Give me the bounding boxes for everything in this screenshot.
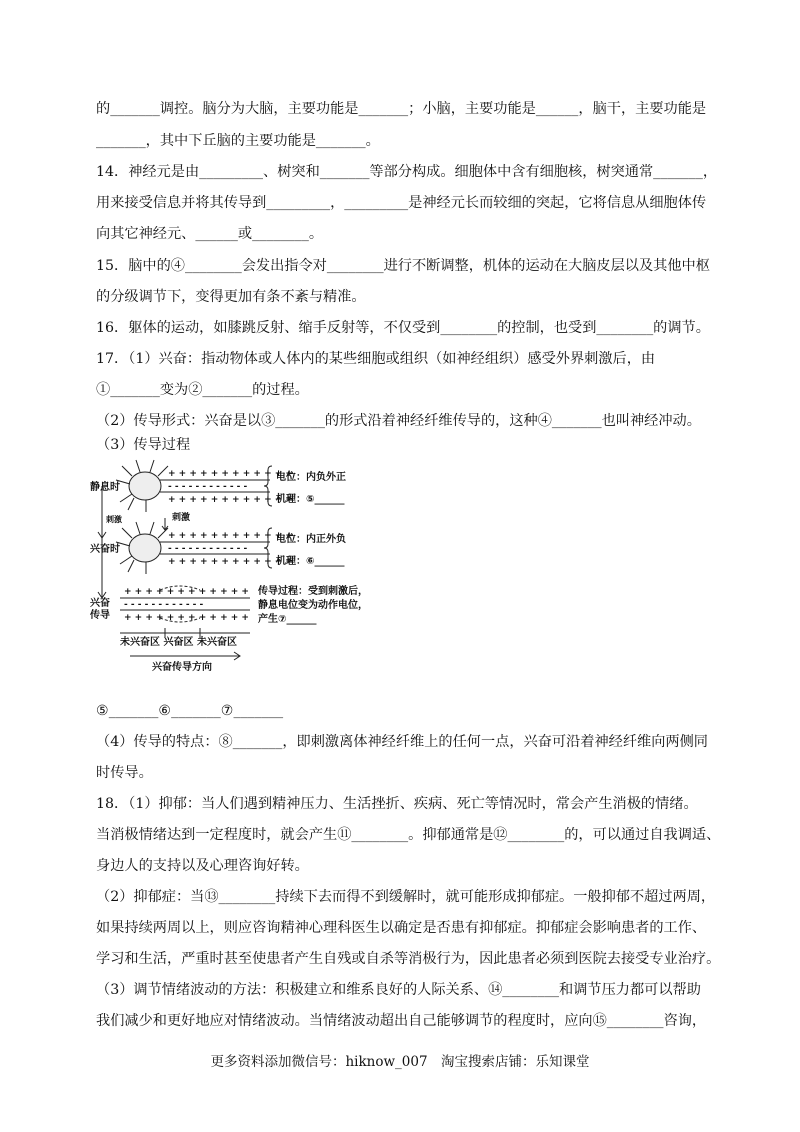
- label-zones: 未兴奋区 兴奋区 未兴奋区: [120, 637, 237, 648]
- label-potential-excite: 电位：内正外负: [276, 534, 346, 545]
- label-process-3: 产生⑦______: [258, 614, 317, 625]
- text-line: 向其它神经元、______或________。: [96, 226, 324, 242]
- label-mechanism-rest: 机理：⑤______: [276, 494, 345, 505]
- label-resting: 静息时: [90, 482, 120, 493]
- plus-row: + + + + + + + + + + + +: [168, 495, 293, 505]
- text-line: （3）调节情绪波动的方法：积极建立和维系良好的人际关系、⑭________和调节压力都可以帮助: [96, 982, 701, 998]
- text-line: 17．（1）兴奋：指动物体或人体内的某些细胞或组织（如神经组织）感受外界刺激后，由: [96, 351, 656, 367]
- text-line: 的_______调控。脑分为大脑，主要功能是_______；小脑，主要功能是______，脑干，主要功能是: [96, 101, 707, 117]
- text-line: 时传导。: [96, 765, 153, 781]
- text-line: （2）抑郁症：当⑬________持续下去而得不到缓解时，就可能形成抑郁症。一般抑郁不超过两周，: [96, 889, 716, 905]
- text-line: 当消极情绪达到一定程度时，就会产生⑪________。抑郁通常是⑫________的，可以通过自我调适、: [96, 827, 721, 843]
- label-process-2: 静息电位变为动作电位，: [258, 600, 368, 611]
- plus-row: + + + + + + + + + + + +: [168, 469, 293, 479]
- label-stimulus-arrow: 刺激: [106, 515, 122, 524]
- label-mechanism-excite: 机理：⑥______: [276, 556, 345, 567]
- plus-row: + + + + + + + + + + + +: [168, 531, 293, 541]
- nerve-conduction-diagram: [90, 458, 380, 673]
- text-line: （2）传导形式：兴奋是以③_______的形式沿着神经纤维传导的，这种④_______也叫神经冲动。: [96, 413, 701, 429]
- page-footer: 更多资料添加微信号：hiknow_007 淘宝搜索店铺：乐知课堂: [210, 1054, 590, 1070]
- text-line: 16．躯体的运动，如膝跳反射、缩手反射等，不仅受到________的控制，也受到________的调节。: [96, 320, 710, 336]
- label-process-1: 传导过程：受到刺激后，: [258, 586, 368, 597]
- minus-row: - - - - - - - - - - - -: [168, 482, 248, 492]
- minus-row: - - - - - - - - - - - -: [124, 600, 204, 610]
- text-line: 用来接受信息并将其传导到_________，_________是神经元长而较细的突起，它将信息从细胞体传: [96, 195, 707, 211]
- nerve-diagram-svg: [90, 458, 380, 673]
- plus-row: + + + + + + + + + + + +: [124, 587, 249, 597]
- label-excited: 兴奋时: [90, 544, 120, 555]
- label-conduct-1: 兴奋: [90, 598, 110, 609]
- label-potential-rest: 电位：内负外正: [276, 472, 346, 483]
- plus-row: + + + + + + + + + + + +: [124, 613, 249, 623]
- text-line: ⑤_______⑥_______⑦_______: [96, 703, 284, 719]
- text-line: 身边人的支持以及心理咨询好转。: [96, 858, 309, 874]
- text-line: _______，其中下丘脑的主要功能是_______。: [96, 133, 380, 149]
- neuron-body-resting: [116, 460, 168, 512]
- plus-row: + + + + + + + + + + + +: [168, 557, 293, 567]
- text-line: ①_______变为②_______的过程。: [96, 382, 309, 398]
- text-line: 18．（1）抑郁：当人们遇到精神压力、生活挫折、疾病、死亡等情况时，常会产生消极的情绪。: [96, 796, 698, 812]
- label-direction: 兴奋传导方向: [152, 662, 212, 673]
- text-line: 14．神经元是由_________、树突和_______等部分构成。细胞体中含有细胞核，树突通常_______，: [96, 164, 718, 180]
- minus-row: - - - - - - - - - - - -: [168, 544, 248, 554]
- label-stimulus: 刺激: [172, 513, 191, 523]
- text-line: 我们减少和更好地应对情绪波动。当情绪波动超出自己能够调节的程度时，应向⑮________咨询，: [96, 1013, 707, 1029]
- text-line: 学习和生活，严重时甚至使患者产生自残或自杀等消极行为，因此患者必须到医院去接受专业治疗。: [96, 951, 721, 967]
- text-line: 15．脑中的④________会发出指令对________进行不断调整，机体的运动在大脑皮层以及其他中枢: [96, 258, 710, 274]
- neuron-body-excited: [116, 522, 168, 574]
- text-line: （3）传导过程: [96, 437, 191, 453]
- text-line: 如果持续两周以上，则应咨询精神心理科医生以确定是否患有抑郁症。抑郁症会影响患者的工作、: [96, 920, 707, 936]
- label-conduct-2: 传导: [90, 610, 110, 621]
- text-line: 的分级调节下，变得更加有条不紊与精准。: [96, 289, 366, 305]
- text-line: （4）传导的特点：⑧_______，即刺激离体神经纤维上的任何一点，兴奋可沿着神经纤维向两侧同: [96, 734, 708, 750]
